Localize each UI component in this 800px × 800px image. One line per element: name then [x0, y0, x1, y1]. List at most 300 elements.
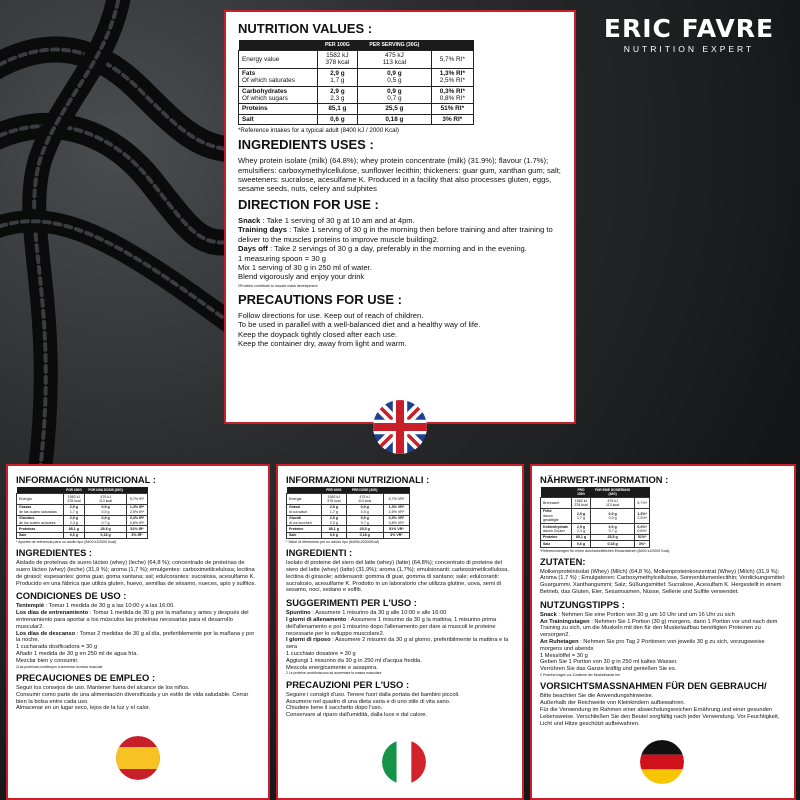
table-cell: [85, 504, 127, 515]
italy-flag-icon: [382, 740, 426, 784]
precautions-title: PRECAUZIONI PER L'USO :: [286, 678, 410, 690]
header-cell: [431, 40, 473, 51]
nutrition-table-body: [239, 51, 474, 125]
direction-list: [286, 610, 514, 671]
table-cell: [17, 515, 64, 526]
direction-item: [16, 603, 260, 610]
table-cell: [317, 68, 357, 86]
cell-text: 2,9 g: [330, 69, 345, 77]
table-row: [17, 504, 148, 515]
direction-note: 2Proteins contribute to muscle mass development: [238, 283, 318, 288]
table-cell: [346, 504, 383, 515]
direction-label: Snack: [238, 215, 261, 225]
cell-text: 0,18 g: [607, 541, 618, 546]
precautions-list: [16, 685, 260, 712]
cell-text: 3%*: [638, 541, 646, 546]
table-row: [17, 515, 148, 526]
reference-note: * Valori di riferimento per un adulto tipo (8400kJ/2000Kcal): [286, 540, 379, 545]
direction-title: DIRECTION FOR USE :: [238, 196, 379, 212]
table-row: [541, 541, 650, 547]
direction-label: An Trainingstagen: [540, 618, 590, 625]
cell-text: 378 kcal: [67, 498, 81, 503]
precaution-item: Für die Verwendung im Rahmen einer abwechslungsreichen Ernährung und einer gesunden Lebensweise. Verschließen Sie den Beutel sorgfältig nach jeder Verwendung. Vor Feuchtigkeit, Licht und Hitze geschützt aufbewahren.: [540, 707, 780, 727]
direction-text: : Nehmen Sie pro Tag 2 Portionen von jeweils 30 g zu sich, vorzugsweise morgens und abends: [540, 639, 765, 652]
cell-text: Carbohydrates: [242, 87, 288, 95]
precautions-title: PRECAUTIONS FOR USE :: [238, 291, 402, 307]
cell-text: di cui saturi: [289, 509, 308, 514]
direction-label: Snack: [540, 611, 557, 618]
cell-text: 0,18 g: [359, 533, 370, 538]
table-cell: [85, 515, 127, 526]
direction-item: [286, 610, 514, 617]
header-cell: [239, 40, 318, 51]
cell-text: 113 kcal: [358, 498, 372, 503]
direction-text: 1 Messlöffel = 30 g: [540, 652, 588, 659]
precautions-title: PRECAUCIONES DE EMPLEO :: [16, 672, 156, 684]
direction-text: 1 cucharada dosificadora = 30 g: [16, 644, 98, 651]
cell-text: 475 kJ: [359, 494, 370, 499]
direction-label: I giorni di riposo: [286, 637, 331, 644]
cell-text: 475 kJ: [100, 494, 111, 499]
cell-text: 0,3%*: [637, 524, 647, 529]
table-cell: [572, 524, 591, 535]
nutrition-table: [540, 487, 650, 548]
nutrition-table: [16, 487, 148, 539]
direction-text: 1 cucchiaio dosatore = 30 g: [286, 651, 356, 658]
nutrition-title: NÄHRWERT-INFORMATION :: [540, 474, 669, 485]
direction-item: [286, 658, 514, 665]
cell-text: 51% RI*: [440, 105, 465, 113]
direction-text: 1 measuring spoon = 30 g: [238, 253, 327, 263]
cell-text: 0,6 g: [576, 541, 586, 546]
cell-text: 2,5%*: [637, 515, 647, 520]
direction-item: [540, 659, 786, 666]
brand-logo: [600, 14, 778, 54]
cell-text: Glúcidos: [19, 516, 35, 521]
cell-text: 113 kcal: [98, 498, 113, 503]
table-cell: [431, 114, 473, 124]
table-cell: [287, 515, 322, 526]
cell-text: 2,3 g: [69, 520, 78, 525]
brand-name: ERIC FAVRE: [603, 14, 775, 43]
header-cell: POR 100G: [63, 487, 84, 494]
direction-list: [540, 612, 786, 673]
table-cell: [572, 541, 591, 547]
precaution-item: To be used in parallel with a well-balanced diet and a healthy way of life.: [238, 320, 481, 330]
direction-list: [16, 603, 260, 664]
precaution-item: Bitte beachten Sie die Anwendungshinweise.: [540, 693, 654, 700]
cell-text: 0,5 g: [101, 509, 110, 514]
direction-item: [540, 639, 786, 653]
direction-item: [238, 225, 562, 244]
direction-text: Mix 1 serving of 30 g in 250 ml of water.: [238, 262, 372, 272]
direction-title: CONDICIONES DE USO :: [16, 590, 127, 602]
ingredients-text: Whey protein isolate (milk) (64.8%); whey protein concentrate (milk) (31.9%); flavour (1.7%); emulsifiers: carboxymethylcellulose, sunflower lecithin; thickeners: guar gum, xanthan gum; salt; sweeteners: sucralose, acesulfame K. Produced in a facility that also processes gluten, eggs, sesame seeds, nuts, celery and sulphites: [238, 156, 561, 194]
table-row: [287, 515, 410, 526]
cell-text: 1,3%*: [637, 511, 647, 516]
nutrition-table: [286, 487, 410, 539]
table-cell: [346, 515, 383, 526]
direction-label: Training days: [238, 225, 287, 235]
cell-text: 0,8%*: [637, 528, 647, 533]
cell-text: 1582 kJ: [326, 52, 349, 59]
cell-text: 85,1 g: [328, 105, 347, 113]
cell-text: 2,5% IR*: [129, 509, 145, 514]
table-cell: [346, 494, 383, 505]
table-cell: [635, 498, 650, 509]
direction-text: : Assumere 1 misurino da 30 g alle 10:00 e alle 16:00: [310, 610, 447, 617]
direction-label: Los días de descanso: [16, 630, 76, 637]
cell-text: 25,5 g: [385, 105, 404, 113]
cell-text: 113 kcal: [606, 502, 620, 507]
cell-text: 5,7% VR*: [388, 496, 405, 501]
cell-text: 475 kJ: [384, 52, 404, 59]
direction-item: [16, 610, 260, 630]
cell-text: 25,5 g: [100, 526, 111, 531]
cell-text: 0,5 g: [387, 77, 402, 85]
cell-text: 1,3% VR*: [388, 505, 405, 510]
cell-text: Of which sugars: [242, 95, 288, 103]
cell-text: 2,9 g: [576, 524, 586, 529]
cell-text: 0,3% RI*: [439, 87, 465, 95]
table-cell: [383, 504, 409, 515]
cell-text: Energy value: [242, 55, 280, 63]
cell-text: 3% RI*: [442, 115, 463, 123]
uk-flag-icon: [373, 400, 427, 454]
precaution-item: Follow directions for use. Keep out of reach of children.: [238, 310, 424, 320]
cell-text: 2,9 g: [69, 516, 78, 521]
direction-label: I giorni di allenamento: [286, 617, 347, 624]
table-cell: [346, 532, 383, 538]
table-cell: [635, 524, 650, 535]
table-row: [541, 508, 650, 523]
cell-text: 0,6 g: [69, 533, 78, 538]
cell-text: 25,5 g: [359, 526, 370, 531]
header-cell: PER DOSE (30G): [346, 487, 383, 494]
table-row: [287, 532, 410, 538]
direction-title: NUTZUNGSTIPPS :: [540, 598, 625, 610]
ingredients-title: INGREDIENTS USES :: [238, 137, 374, 153]
cell-text: 0,6 g: [329, 533, 338, 538]
reference-note: * Aportes de referencia para un adulto tipo (8400 kJ/2000 Kcal): [16, 540, 117, 545]
direction-text: : Tomar 1 medida de 30 g a las 10:00 y a las 16:00.: [44, 603, 175, 610]
cell-text: 0,5 g: [608, 515, 617, 520]
direction-text: : Assumere 1 misurino da 30 g la mattina, 1 misurino prima dell'allenamento e poi 1 misurino dopo l'allenamento per dare ai muscoli le proteine necessarie per lo sviluppo muscolare2.: [286, 617, 497, 637]
cell-text: Kohlenhydrate: [543, 524, 569, 529]
table-cell: [590, 498, 635, 509]
cell-text: 5,7% IR*: [129, 496, 145, 501]
direction-item: [286, 617, 514, 637]
direction-item: [286, 665, 514, 672]
cell-text: 1582 kJ: [67, 494, 81, 499]
direction-item: [16, 631, 260, 645]
cell-text: 2,3 g: [330, 95, 345, 103]
cell-text: Proteínas: [19, 526, 36, 531]
ingredients-title: ZUTATEN:: [540, 555, 586, 567]
table-cell: [17, 504, 64, 515]
cell-text: 5,7% RI*: [439, 55, 465, 63]
ingredients-text: Isolato di proteine del siero del latte (whey) (latte) (64,8%); concentrato di proteine del siero del latte (whey) (latte) (31,9%); aroma (1,7%); emulsionanti: carbossimetilcellulosa, lecitina di girasole; addensanti: gomma di guar, gomma di xantano; sale; edulcoranti: sucralosio, acesulfame K. Prodotto in un laboratorio che utilizza glutine, uova, semi di sesamo, noci, sedano e solfiti.: [286, 560, 509, 594]
direction-text: Geben Sie 1 Portion von 30 g in 250 ml kaltes Wasser.: [540, 659, 678, 666]
table-cell: [322, 494, 346, 505]
nutrition-table-body: [17, 494, 148, 539]
cell-text: 0,9 g: [101, 505, 110, 510]
table-cell: [431, 104, 473, 114]
table-cell: [358, 114, 432, 124]
table-row: [541, 524, 650, 535]
table-cell: [431, 68, 473, 86]
cell-text: 113 kcal: [382, 59, 407, 67]
table-cell: [287, 494, 322, 505]
table-cell: [63, 504, 84, 515]
reference-note: *Reference intakes for a typical adult (8400 kJ / 2000 Kcal): [238, 127, 399, 135]
cell-text: 0,7 g: [387, 95, 402, 103]
cell-text: de los cuales azúcares: [19, 520, 56, 525]
nutrition-table: [238, 40, 474, 125]
direction-item: [238, 263, 562, 272]
cell-text: 0,7 g: [608, 528, 617, 533]
table-cell: [85, 494, 127, 505]
direction-label: Los días de entrenamiento: [16, 610, 89, 617]
table-cell: [541, 541, 572, 547]
cell-text: 0,9 g: [101, 516, 110, 521]
direction-list: [238, 216, 562, 282]
cell-text: 3% VR*: [390, 533, 403, 538]
direction-item: [286, 637, 514, 651]
direction-text: Añadir 1 medida de 30 g en 250 ml de agua fría.: [16, 651, 139, 658]
direction-text: : Nehmen Sie eine Portion von 30 g um 10 Uhr und um 16 Uhr zu sich: [556, 611, 735, 618]
direction-text: : Take 1 serving of 30 g in the morning then before training and after training to deliver to the muscles proteins to improve muscle building2.: [238, 225, 553, 244]
header-cell: PRO 100G: [572, 487, 591, 498]
cell-text: 85,1 g: [328, 526, 339, 531]
table-cell: [317, 114, 357, 124]
cell-text: 2,9 g: [69, 505, 78, 510]
cell-text: Salz: [543, 541, 551, 546]
precautions-list: [540, 693, 786, 727]
table-cell: [127, 504, 148, 515]
table-row: [541, 498, 650, 509]
table-row: [17, 494, 148, 505]
precaution-item: Keep the doypack tightly closed after each use.: [238, 329, 398, 339]
table-cell: [541, 498, 572, 509]
table-cell: [239, 68, 318, 86]
direction-item: [238, 216, 562, 225]
precaution-item: Seguire i consigli d'uso. Tenere fuori dalla portata dei bambini piccoli.: [286, 691, 460, 698]
direction-item: [16, 651, 260, 658]
nutrition-title: INFORMAZIONI NUTRIZIONALI :: [286, 474, 430, 485]
cell-text: 5,7%*: [637, 500, 647, 505]
cell-text: 51% IR*: [130, 526, 144, 531]
direction-item: [16, 658, 260, 665]
header-cell: [635, 487, 650, 498]
direction-item: [540, 666, 786, 673]
cell-text: 378 kcal: [327, 498, 341, 503]
cell-text: 0,5 g: [360, 509, 369, 514]
cell-text: 0,7 g: [360, 520, 369, 525]
direction-text: Mescola energicamente e assapora.: [286, 664, 378, 671]
direction-item: [238, 244, 562, 253]
header-cell: PER SERVING (30G): [358, 40, 432, 51]
ingredients-title: INGREDIENTES :: [16, 547, 93, 559]
table-cell: [358, 104, 432, 114]
precaution-item: Seguir los consejos de uso. Mantener fuera del alcance de los niños.: [16, 685, 190, 692]
table-cell: [383, 532, 409, 538]
nutrition-title: NUTRITION VALUES :: [238, 21, 373, 36]
cell-text: 0,18 g: [100, 533, 111, 538]
direction-label: Tentempié: [16, 603, 45, 610]
nutrition-table-header: [541, 487, 650, 498]
table-row: [239, 51, 474, 69]
cell-text: 0,9 g: [360, 516, 369, 521]
cell-text: de las cuales saturadas: [19, 509, 57, 514]
table-cell: [635, 508, 650, 523]
precaution-item: Consumir como parte de una alimentación diversificada y un estilo de vida saludable. Cerrar bien la bolsa entre cada uso.: [16, 691, 249, 705]
table-cell: [85, 532, 127, 538]
direction-item: [16, 644, 260, 651]
precaution-item: Assumere nel quadro di una dieta varia e di uno stile di vita sano.: [286, 698, 451, 705]
table-cell: [17, 532, 64, 538]
cell-text: 0,9 g: [387, 69, 402, 77]
table-cell: [63, 532, 84, 538]
cell-text: Glucidi: [289, 516, 302, 521]
table-cell: [541, 508, 572, 523]
table-cell: [317, 86, 357, 104]
table-cell: [127, 532, 148, 538]
cell-text: Sale: [19, 533, 27, 538]
direction-item: [238, 254, 562, 263]
cell-text: 0,9 g: [608, 511, 617, 516]
table-cell: [322, 515, 346, 526]
direction-text: : Tomar 2 medidas de 30 g al día, preferiblemente por la mañana y por la noche.: [16, 630, 255, 644]
ingredients-title: INGREDIENTI :: [286, 547, 353, 559]
cell-text: davon gesättigte: [543, 513, 559, 523]
cell-text: 2,9 g: [576, 511, 586, 516]
ingredients-text: Aislado de proteínas de suero lácteo (whey) (leche) (64,8 %); concentrado de proteínas de suero lácteo (whey) (leche) (31,9 %); aroma (1,7 %); emulgentes: carboximetilcelulosa; lecitina de girasol; espesantes: goma guar, goma xantana; sal; edulcorantes: sucralosa, acesulfamo K. Producido en una fábrica que utiliza gluten, huevo, semillas de sésamo, nueces, apio y sulfitos.: [16, 560, 256, 587]
direction-text: : Take 1 serving of 30 g at 10 am and at 4pm.: [260, 215, 415, 225]
cell-text: 85,1 g: [575, 535, 587, 540]
cell-text: 51%*: [637, 535, 647, 540]
direction-text: : Nehmen Sie 1 Portion (30 g) morgens, dann 1 Portion vor und nach dem Training zu sich, um die Muskeln mit den für den Muskelaufbau benötigten Proteinen zu versorgen2.: [540, 618, 778, 639]
table-cell: [239, 86, 318, 104]
table-cell: [239, 51, 318, 69]
cell-text: Salt: [242, 115, 254, 123]
cell-text: 2,5% VR*: [388, 509, 405, 514]
cell-text: 1,3% RI*: [439, 69, 465, 77]
precaution-item: Außerhalb der Reichweite von Kleinkindern aufbewahren.: [540, 700, 686, 707]
precaution-item: Almacenar en un lugar seco, lejos de la luz y el calor.: [16, 705, 151, 712]
table-cell: [239, 114, 318, 124]
direction-label: An Ruhetagen: [540, 639, 579, 646]
cell-text: 378 kcal: [574, 502, 588, 507]
cell-text: davon Zucker: [543, 528, 565, 533]
cell-text: Of which saturates: [242, 77, 295, 85]
cell-text: Grasas: [19, 505, 32, 510]
cell-text: 85,1 g: [68, 526, 79, 531]
header-cell: PER 100G: [322, 487, 346, 494]
direction-label: Days off: [238, 244, 268, 254]
cell-text: Brennwert: [543, 500, 560, 505]
direction-text: : Take 2 servings of 30 g a day, preferably in the morning and in the evening.: [267, 244, 527, 254]
cell-text: 0,8% IR*: [129, 520, 145, 525]
header-cell: PER 100G: [317, 40, 357, 51]
precaution-item: Keep the container dry, away from light and warm.: [238, 338, 407, 348]
table-cell: [590, 541, 635, 547]
cell-text: 1,7 g: [69, 509, 78, 514]
cell-text: 51% VR*: [389, 526, 404, 531]
nutrition-title: INFORMACIÓN NUTRICIONAL :: [16, 474, 156, 485]
cell-text: 2,9 g: [329, 505, 338, 510]
table-cell: [383, 515, 409, 526]
cell-text: 1582 kJ: [574, 498, 588, 503]
direction-title: SUGGERIMENTI PER L'USO :: [286, 597, 417, 609]
table-cell: [590, 524, 635, 535]
table-row: [287, 504, 410, 515]
direction-item: [540, 612, 786, 619]
direction-note: 2Las proteínas contribuyen a aumentar la masa muscular: [16, 664, 103, 669]
cell-text: 25,5 g: [607, 535, 618, 540]
cell-text: 1,7 g: [329, 509, 338, 514]
cell-text: 1,7 g: [330, 77, 345, 85]
table-cell: [358, 86, 432, 104]
cell-text: 2,9 g: [330, 87, 345, 95]
table-row: [239, 86, 474, 104]
table-cell: [63, 515, 84, 526]
direction-item: [238, 272, 562, 281]
table-cell: [287, 504, 322, 515]
cell-text: Energia: [289, 496, 302, 501]
table-cell: [322, 532, 346, 538]
direction-text: Blend vigorously and enjoy your drink: [238, 272, 365, 282]
precaution-item: Conservare al riparo dall'umidità, dalla luce e dal calore.: [286, 712, 428, 719]
cell-text: 1582 kJ: [327, 494, 341, 499]
table-cell: [239, 104, 318, 114]
cell-text: Proteine: [543, 535, 558, 540]
table-cell: [287, 532, 322, 538]
direction-text: Verrühren Sie das Ganze kräftig und genießen Sie es.: [540, 666, 677, 673]
cell-text: 0,9 g: [360, 505, 369, 510]
table-row: [17, 532, 148, 538]
precaution-item: Chiudere bene il sacchetto dopo l'uso.: [286, 705, 383, 712]
header-cell: [541, 487, 572, 498]
nutrition-table-header: [239, 40, 474, 51]
cell-text: 3% IR*: [131, 533, 143, 538]
cell-text: 0,6 g: [330, 115, 345, 123]
table-cell: [358, 68, 432, 86]
direction-text: Mezclar bien y consumir.: [16, 657, 79, 664]
table-cell: [431, 86, 473, 104]
precautions-list: [238, 311, 562, 349]
table-cell: [17, 494, 64, 505]
table-cell: [317, 51, 357, 69]
cell-text: 0,3% VR*: [388, 516, 405, 521]
table-cell: [127, 515, 148, 526]
table-cell: [317, 104, 357, 114]
header-cell: FÜR EINE DOSIERUNG (30G): [590, 487, 635, 498]
cell-text: Fette: [543, 509, 552, 514]
cell-text: 2,3 g: [577, 528, 585, 533]
spain-flag-icon: [116, 736, 160, 780]
direction-text: : Assumere 2 misurini da 30 g al giorno, preferibilmente la mattina e la sera: [286, 637, 509, 651]
table-cell: [572, 508, 591, 523]
cell-text: Fats: [242, 69, 256, 77]
direction-note: 2 Proteine tragen zur Zunahme der Muskelmasse bei: [540, 673, 620, 678]
cell-text: 475 kJ: [607, 498, 618, 503]
cell-text: Proteine: [289, 526, 304, 531]
table-cell: [590, 508, 635, 523]
cell-text: 0,3% IR*: [129, 516, 145, 521]
cell-text: 1,3% IR*: [129, 505, 145, 510]
table-cell: [322, 504, 346, 515]
